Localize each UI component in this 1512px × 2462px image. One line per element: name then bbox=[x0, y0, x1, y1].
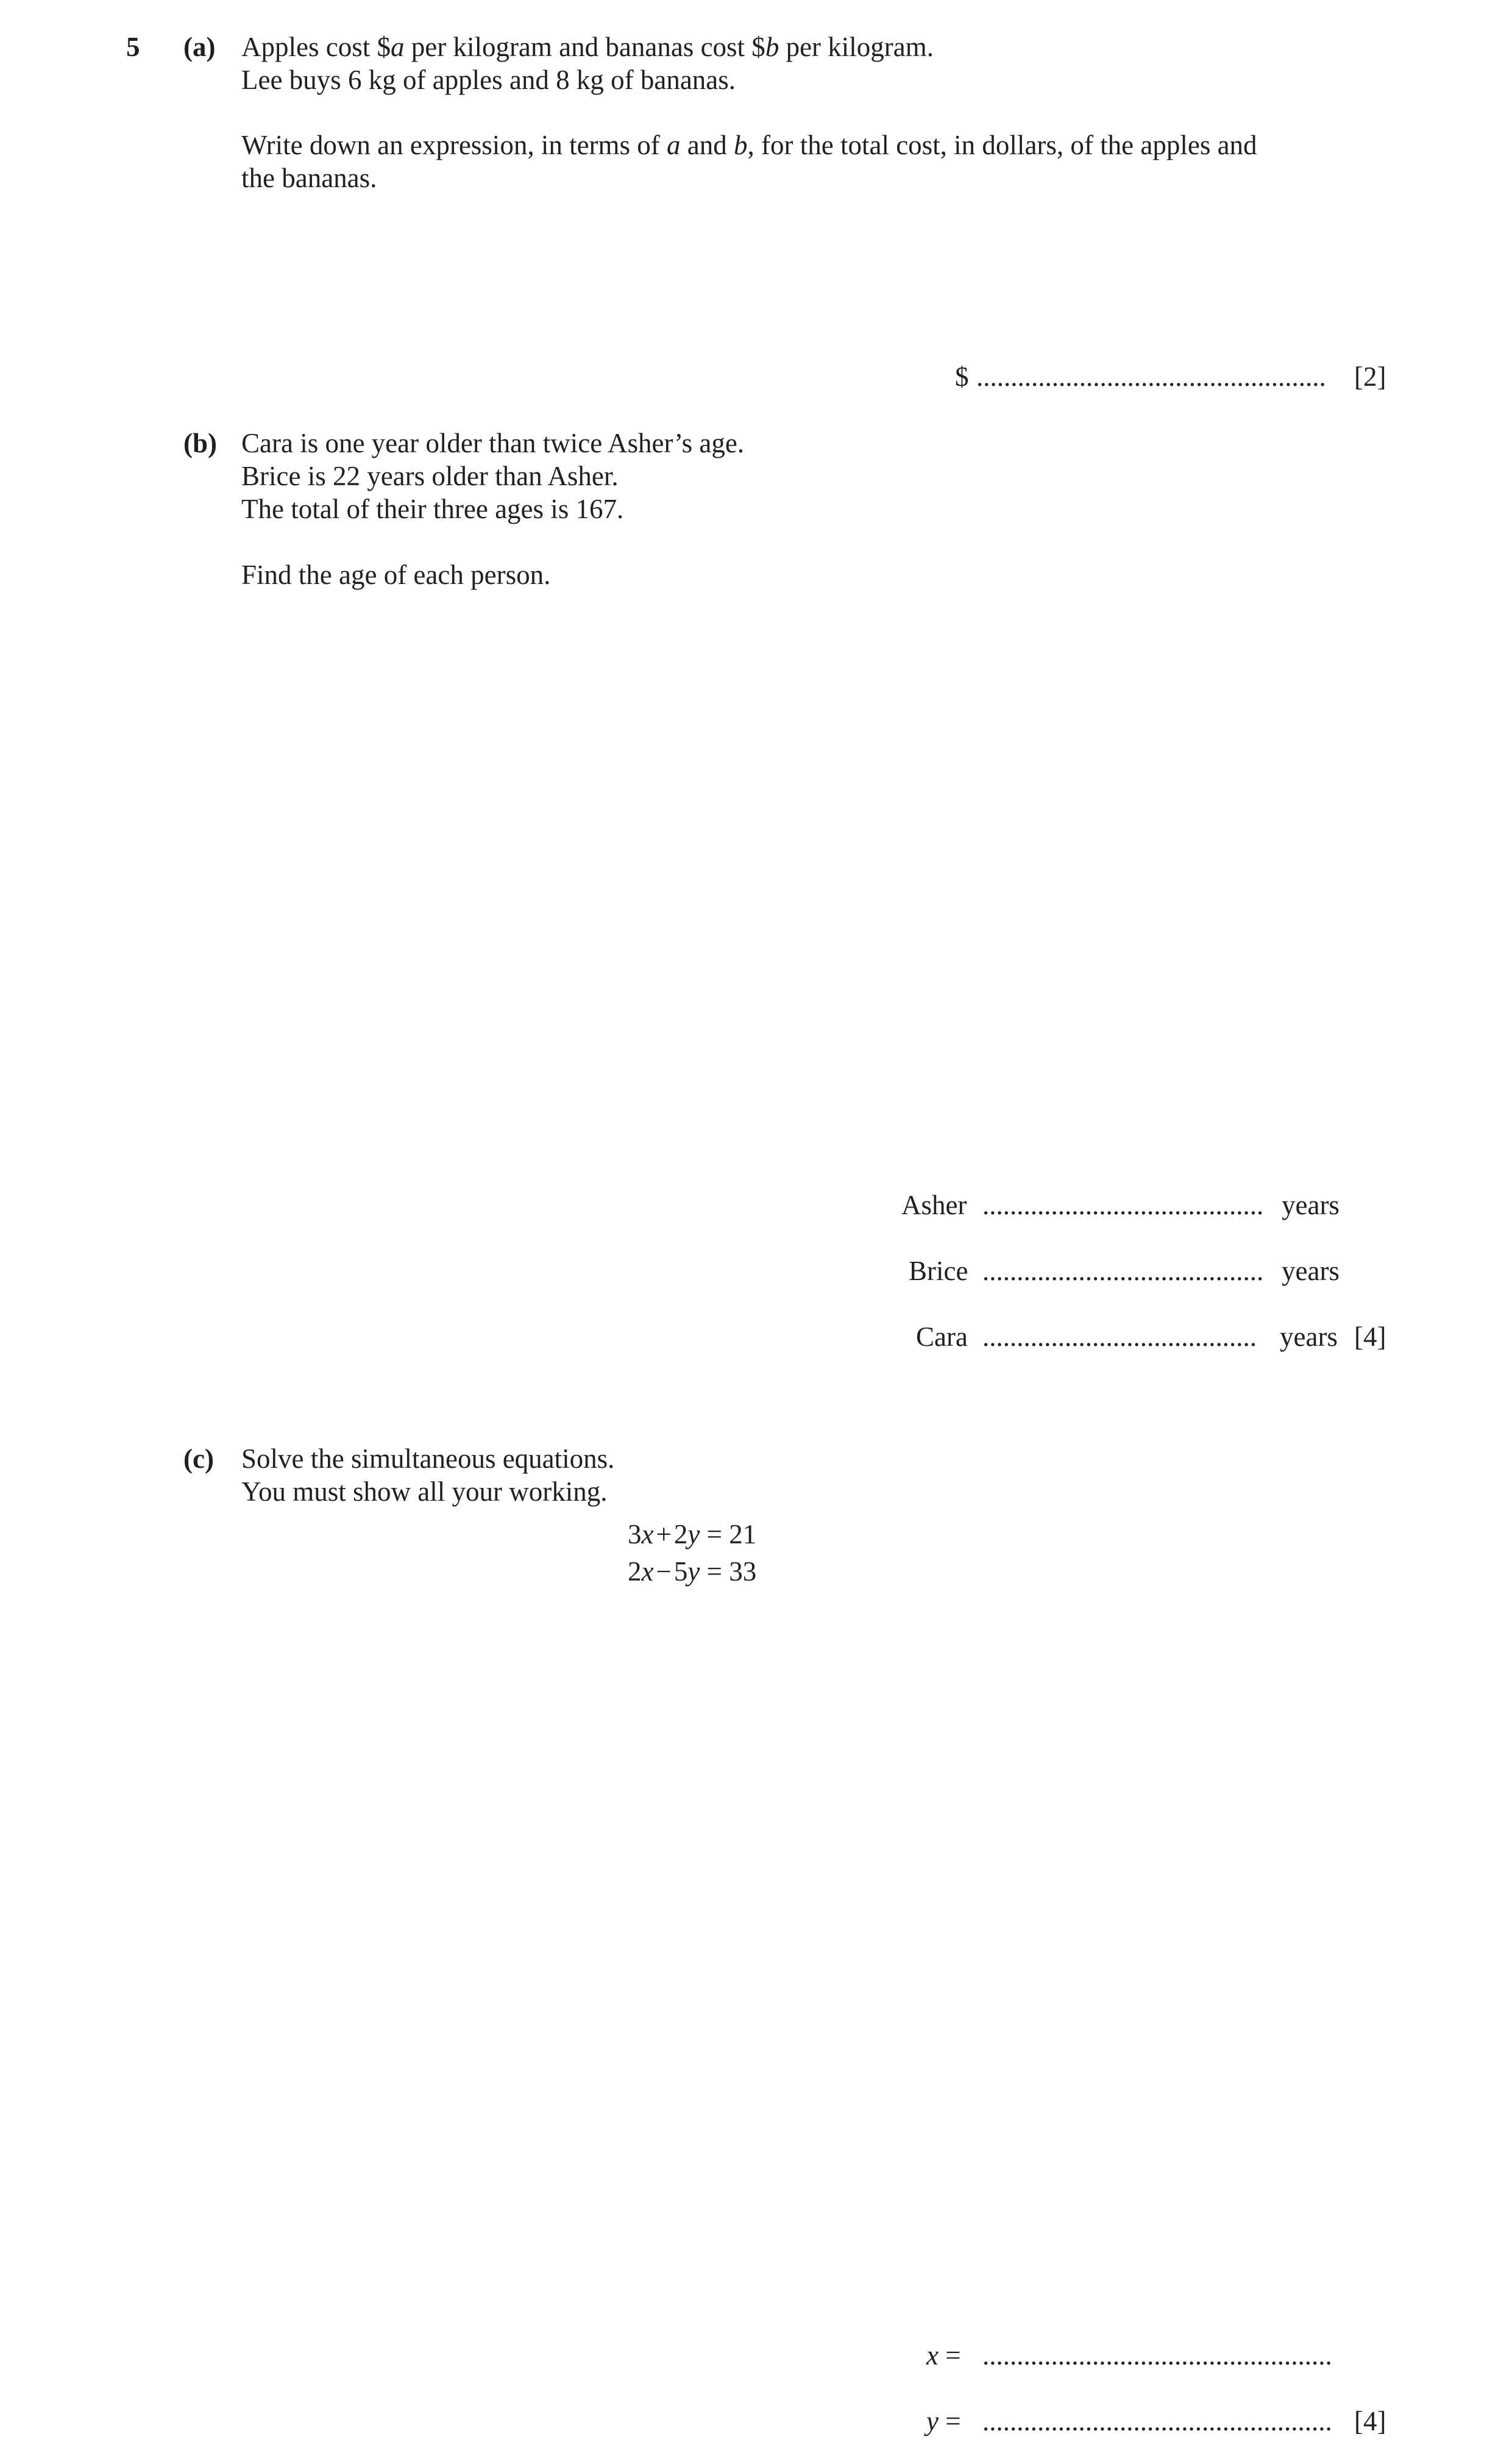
variable-x: x bbox=[926, 2340, 939, 2371]
unit-years-brice: years bbox=[1282, 1256, 1340, 1286]
variable-a: a bbox=[667, 130, 681, 160]
part-b-line1: Cara is one year older than twice Asher’s age. bbox=[241, 428, 745, 458]
part-b-line3: The total of their three ages is 167. bbox=[241, 494, 624, 524]
answer-a-dollar: $ bbox=[955, 361, 969, 392]
eq1-rhs: = 21 bbox=[700, 1519, 757, 1549]
part-c-line2: You must show all your working. bbox=[241, 1476, 608, 1507]
eq1-operator: + bbox=[656, 1519, 672, 1549]
question-number: 5 bbox=[126, 32, 140, 62]
instruction-text-2: and bbox=[680, 130, 734, 160]
answer-label-brice: Brice bbox=[909, 1256, 968, 1286]
part-a-label: (a) bbox=[183, 32, 216, 62]
part-a-line1-text-2: per kilogram and bananas cost $ bbox=[404, 32, 765, 62]
answer-line-asher[interactable]: ......................................... bbox=[982, 1190, 1264, 1220]
equals-sign: = bbox=[945, 2340, 961, 2371]
part-b-line2: Brice is 22 years older than Asher. bbox=[241, 461, 619, 491]
answer-line-x[interactable]: ................................................... bbox=[982, 2340, 1332, 2371]
part-a-line1 bbox=[241, 30, 934, 63]
eq1-coef-y: 2 bbox=[673, 1519, 688, 1549]
variable-y: y bbox=[687, 1519, 700, 1549]
answer-y-label bbox=[926, 2405, 961, 2438]
part-c-line1: Solve the simultaneous equations. bbox=[241, 1443, 615, 1474]
part-a-instruction-line2: the bananas. bbox=[241, 163, 377, 193]
part-a-line1-text-1: Apples cost $ bbox=[241, 32, 391, 62]
part-b-instruction: Find the age of each person. bbox=[241, 560, 551, 590]
variable-b: b bbox=[734, 130, 748, 160]
part-b-label: (b) bbox=[183, 428, 217, 458]
variable-y: y bbox=[926, 2406, 939, 2436]
part-a-instruction bbox=[241, 129, 1257, 162]
answer-line-brice[interactable]: ......................................... bbox=[982, 1256, 1264, 1286]
eq2-coef-y: 5 bbox=[673, 1556, 688, 1587]
variable-y: y bbox=[687, 1556, 700, 1587]
unit-years-cara: years bbox=[1280, 1322, 1338, 1352]
part-a-marks: [2] bbox=[1354, 361, 1386, 392]
eq1-coef-x: 3 bbox=[628, 1519, 642, 1549]
answer-line-y[interactable]: ................................................... bbox=[982, 2406, 1332, 2436]
part-c-marks: [4] bbox=[1354, 2406, 1386, 2436]
unit-years-asher: years bbox=[1282, 1190, 1340, 1220]
eq2-rhs: = 33 bbox=[700, 1556, 757, 1587]
part-b-marks: [4] bbox=[1354, 1322, 1386, 1352]
instruction-text-3: , for the total cost, in dollars, of the apples and bbox=[747, 130, 1257, 160]
part-a-line2: Lee buys 6 kg of apples and 8 kg of bananas. bbox=[241, 65, 736, 95]
answer-x-label bbox=[926, 2339, 961, 2372]
variable-a: a bbox=[390, 32, 405, 62]
answer-label-cara: Cara bbox=[916, 1322, 968, 1352]
part-a-line1-text-3: per kilogram. bbox=[779, 32, 934, 62]
variable-x: x bbox=[641, 1519, 654, 1549]
answer-label-asher: Asher bbox=[901, 1190, 967, 1220]
variable-b: b bbox=[765, 32, 779, 62]
answer-line-cara[interactable]: ........................................ bbox=[982, 1322, 1257, 1352]
eq2-operator: − bbox=[656, 1556, 672, 1587]
part-c-label: (c) bbox=[183, 1443, 214, 1474]
equals-sign: = bbox=[945, 2406, 961, 2436]
eq2-coef-x: 2 bbox=[628, 1556, 642, 1587]
equation-1 bbox=[628, 1518, 756, 1551]
equation-2 bbox=[628, 1555, 756, 1588]
variable-x: x bbox=[641, 1556, 654, 1587]
instruction-text-1: Write down an expression, in terms of bbox=[241, 130, 667, 160]
answer-a-line[interactable]: ................................................... bbox=[976, 361, 1326, 392]
